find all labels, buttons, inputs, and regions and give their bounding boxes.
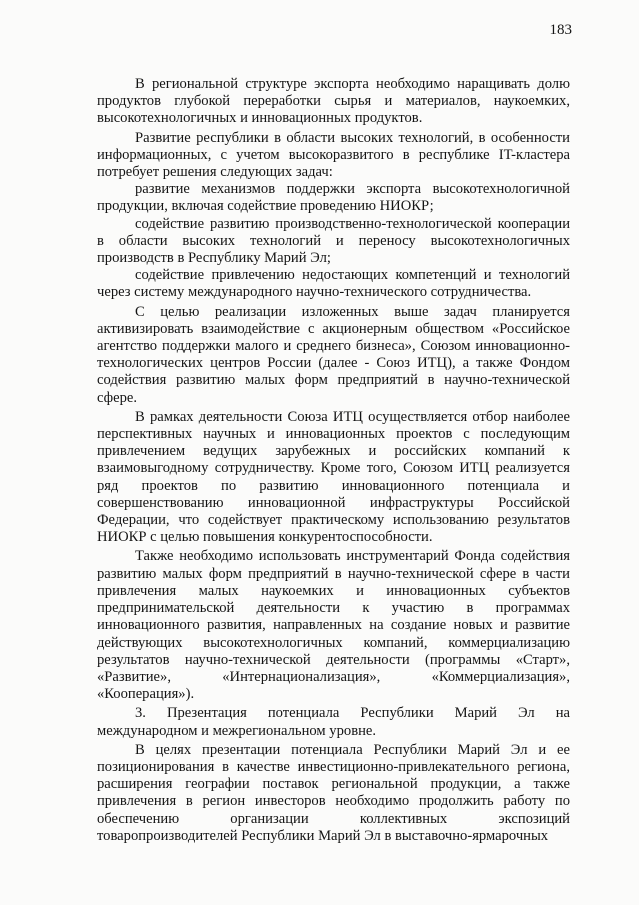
task-competencies: содействие привлечению недостающих компетенций и технологий через систему международного научно-технического сотрудничества. <box>97 267 570 301</box>
document-body <box>97 76 570 847</box>
task-export-support: развитие механизмов поддержки экспорта высокотехнологичной продукции, включая содействие проведению НИОКР; <box>97 181 570 215</box>
task-tech-cooperation: содействие развитию производственно-технологической кооперации в области высоких технологий и переносу высокотехнологичных производств в Республику Марий Эл; <box>97 215 570 267</box>
paragraph-itc-union: В рамках деятельности Союза ИТЦ осуществляется отбор наиболее перспективных научных и инновационных проектов с последующим привлечением ведущих зарубежных и российских компаний к взаимовыгодному сотрудничеству. Кроме того, Союзом ИТЦ реализуется ряд проектов по развитию инновационного потенциала и совершенствованию инновационной инфраструктуры Российской Федерации, что содействует практическому использованию результатов НИОКР с целью повышения конкурентоспособности. <box>97 408 570 546</box>
paragraph-export-structure: В региональной структуре экспорта необходимо наращивать долю продуктов глубокой переработки сырья и материалов, наукоемких, высокотехнологичных и инновационных продуктов. <box>97 76 570 127</box>
paragraph-fund-tools: Также необходимо использовать инструментарий Фонда содействия развитию малых форм предприятий в научно-технической сфере в части привлечения малых наукоемких и инновационных субъектов предпринимательской деятельности к участию в программах инновационного развития, направленных на создание новых и развитие действующих высокотехнологичных компаний, коммерциализацию результатов научно-технической деятельности (программы «Старт», «Развитие», «Интернационализация», «Коммерциализация», «Кооперация»). <box>97 548 570 703</box>
section-heading-presentation: 3. Презентация потенциала Республики Марий Эл на международном и межрегиональном уровне. <box>97 705 570 739</box>
paragraph-presentation-goals: В целях презентации потенциала Республики Марий Эл и ее позиционирования в качестве инвестиционно-привлекательного региона, расширения географии поставок региональной продукции, а также привлечения в регион инвесторов необходимо продолжить работу по обеспечению организации коллективных экспозиций товаропроизводителей Республики Марий Эл в выставочно-ярмарочных <box>97 741 570 844</box>
page-number: 183 <box>549 22 572 38</box>
paragraph-high-tech-tasks: Развитие республики в области высоких технологий, в особенности информационных, с учетом высокоразвитого в республике IT-кластера потребует решения следующих задач: <box>97 129 570 181</box>
paragraph-interaction-plan: С целью реализации изложенных выше задач планируется активизировать взаимодействие с акционерным обществом «Российское агентство поддержки малого и среднего бизнеса», Союзом инновационно-технологических центров России (далее - Союз ИТЦ), а также Фондом содействия развитию малых форм предприятий в научно-технической сфере. <box>97 303 570 406</box>
